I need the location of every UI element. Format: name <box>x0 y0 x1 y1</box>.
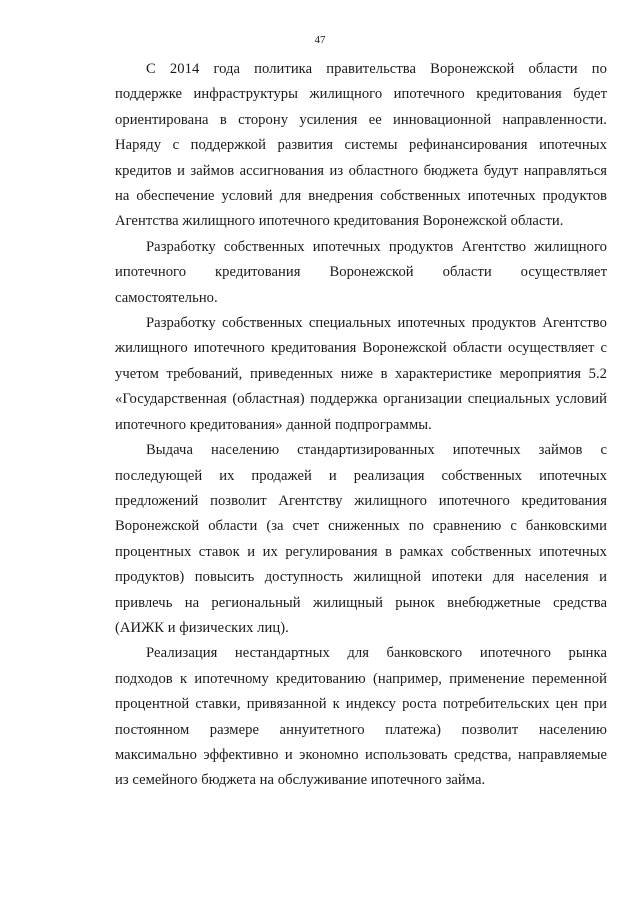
text-line: жилищного ипотечного кредитования Воронежской области осуществляет с <box>115 340 607 357</box>
text-line: из семейного бюджета на обслуживание ипотечного займа. <box>115 772 486 789</box>
text-line: продуктов) повысить доступность жилищной ипотеки для населения и <box>115 569 607 586</box>
text-line: самостоятельно. <box>115 289 218 306</box>
text-line: Разработку собственных специальных ипотечных продуктов Агентство <box>146 315 607 332</box>
document-body <box>115 57 607 794</box>
text-line: (АИЖК и физических лиц). <box>115 619 289 636</box>
paragraph <box>115 438 607 641</box>
text-line: последующей их продажей и реализация собственных ипотечных <box>115 467 607 484</box>
paragraph <box>115 235 607 311</box>
paragraph <box>115 641 607 793</box>
text-line: Выдача населению стандартизированных ипотечных займов с <box>146 442 607 459</box>
text-line: Реализация нестандартных для банковского ипотечного рынка <box>146 645 607 662</box>
text-line: процентных ставок и их регулирования в рамках собственных ипотечных <box>115 543 607 560</box>
page-number: 47 <box>314 34 326 46</box>
text-line: «Государственная (областная) поддержка организации специальных условий <box>115 391 607 408</box>
text-line: на обеспечение условий для внедрения собственных ипотечных продуктов <box>115 188 607 205</box>
text-line: ориентирована в сторону усиления ее инновационной направленности. <box>115 111 607 128</box>
text-line: постоянном размере аннуитетного платежа) позволит населению <box>115 721 607 738</box>
paragraph <box>115 57 607 235</box>
text-line: предложений позволит Агентству жилищного ипотечного кредитования <box>115 492 607 509</box>
text-line: ипотечного кредитования Воронежской области осуществляет <box>115 264 607 281</box>
text-line: ипотечного кредитования» данной подпрограммы. <box>115 416 432 433</box>
paragraph <box>115 311 607 438</box>
text-line: кредитов и займов ассигнования из областного бюджета будут направляться <box>115 162 607 179</box>
text-line: процентной ставки, привязанной к индексу роста потребительских цен при <box>115 696 607 713</box>
text-line: подходов к ипотечному кредитованию (например, применение переменной <box>115 670 607 687</box>
text-line: Наряду с поддержкой развития системы рефинансирования ипотечных <box>115 137 607 154</box>
text-line: Воронежской области (за счет сниженных по сравнению с банковскими <box>115 518 607 535</box>
text-line: поддержке инфраструктуры жилищного ипотечного кредитования будет <box>115 86 607 103</box>
text-line: С 2014 года политика правительства Воронежской области по <box>146 61 607 77</box>
text-line: максимально эффективно и экономно использовать средства, направляемые <box>115 746 607 763</box>
text-line: Разработку собственных ипотечных продуктов Агентство жилищного <box>146 238 607 255</box>
text-line: Агентства жилищного ипотечного кредитования Воронежской области. <box>115 213 564 230</box>
text-line: привлечь на региональный жилищный рынок внебюджетные средства <box>115 594 607 611</box>
text-line: учетом требований, приведенных ниже в характеристике мероприятия 5.2 <box>115 365 607 382</box>
